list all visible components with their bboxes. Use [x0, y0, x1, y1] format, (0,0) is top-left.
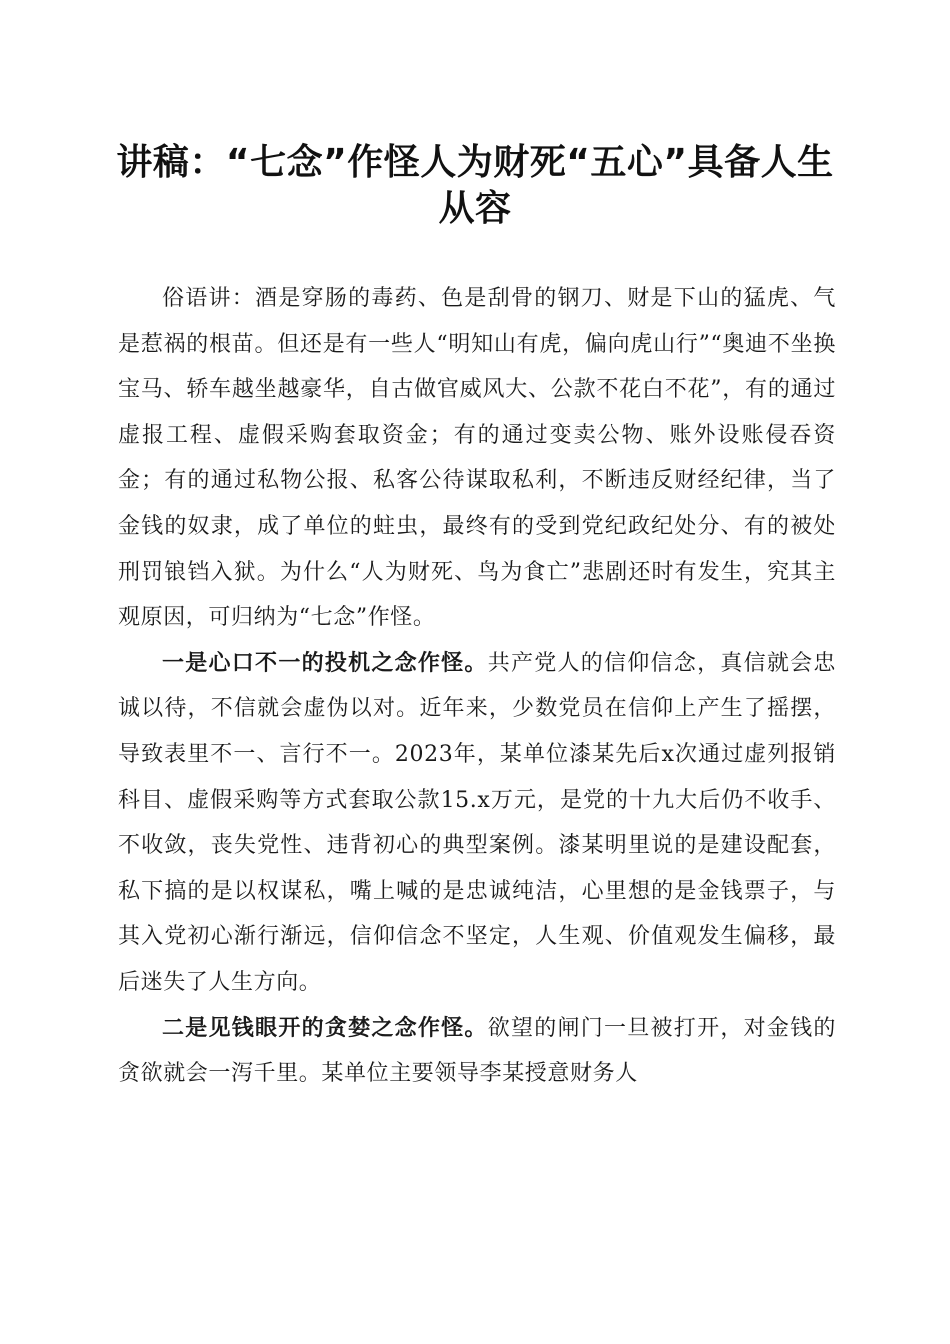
document-title: 讲稿：“七念”作怪人为财死“五心”具备人生从容	[116, 142, 834, 229]
paragraph-point-two	[118, 1006, 836, 1097]
paragraph-lead: 二是见钱眼开的贪婪之念作怪。	[162, 1014, 488, 1041]
paragraph-text: 欲望的闸门一旦被打开，对金钱的贪欲就会一泻千里。某单位主要领导李某授意财务人	[118, 1015, 836, 1087]
paragraph-text: 俗语讲：酒是穿肠的毒药、色是刮骨的钢刀、财是下山的猛虎、气是惹祸的根苗。但还是有一些人“明知山有虎，偏向虎山行”“奥迪不坐换宝马、轿车越坐越豪华，自古做官威风大、公款不花白不花”，有的通过虚报工程、虚假采购套取资金；有的通过变卖公物、账外设账侵吞资金；有的通过私物公报、私客公待谋取私利，不断违反财经纪律，当了金钱的奴隶，成了单位的蛀虫，最终有的受到党纪政纪处分、有的被处刑罚锒铛入狱。为什么“人为财死、鸟为食亡”悲剧还时有发生，究其主观原因，可归纳为“七念”作怪。	[118, 286, 836, 631]
paragraph-point-one	[118, 641, 836, 1006]
paragraph-text: 共产党人的信仰信念，真信就会忠诚以待，不信就会虚伪以对。近年来，少数党员在信仰上产生了摇摆，导致表里不一、言行不一。2023年，某单位漆某先后x次通过虚列报销科目、虚假采购等方式套取公款15.x万元，是党的十九大后仍不收手、不收敛，丧失党性、违背初心的典型案例。漆某明里说的是建设配套，私下搞的是以权谋私，嘴上喊的是忠诚纯洁，心里想的是金钱票子，与其入党初心渐行渐远，信仰信念不坚定，人生观、价值观发生偏移，最后迷失了人生方向。	[118, 650, 836, 995]
paragraph-lead: 一是心口不一的投机之念作怪。	[162, 649, 488, 676]
paragraph-intro	[118, 276, 836, 641]
document-body	[118, 276, 836, 1097]
